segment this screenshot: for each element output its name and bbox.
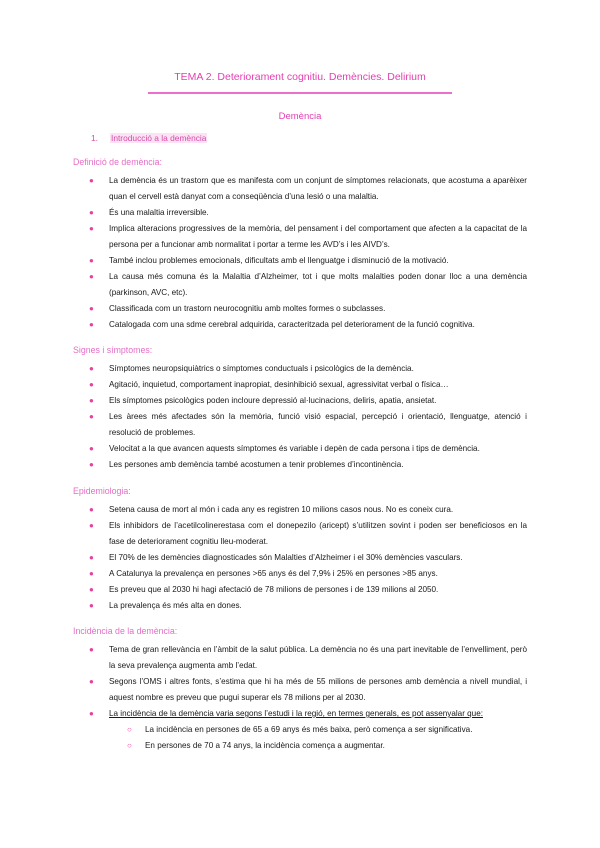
list-item: ● Setena causa de mort al món i cada any es registren 10 milions casos nous. No es coneix cura. <box>0 502 527 518</box>
list-item: ● El 70% de les demències diagnosticades són Malalties d’Alzheimer i el 30% demències vasculars. <box>0 550 527 566</box>
section-heading: Epidemiologia: <box>73 486 131 496</box>
list-item: ● Els inhibidors de l’acetilcolinerestasa com el donepezilo (aricept) s’utilitzen sovint i poden ser beneficiosos en la fase de deteriorament cognitiu lleu-moderat. <box>0 518 527 550</box>
intro-text: Introducció a la demència <box>111 133 207 143</box>
bullet-list <box>0 642 600 722</box>
bullet-list <box>0 361 600 473</box>
bullet-icon: ● <box>89 272 94 281</box>
bullet-icon: ● <box>89 208 94 217</box>
sub-list-item: ○ La incidència en persones de 65 a 69 anys és més baixa, però comença a ser significativa. <box>0 722 527 738</box>
list-item: ● La prevalença és més alta en dones. <box>0 598 527 614</box>
section-heading: Signes i símptomes: <box>73 345 153 355</box>
circle-bullet-icon: ○ <box>127 725 132 734</box>
bullet-list <box>0 173 600 333</box>
list-item: ● Tema de gran rellevància en l’àmbit de la salut pública. La demència no és una part inevitable de l’envelliment, però la seva prevalença augmenta amb l’edat. <box>0 642 527 674</box>
bullet-list <box>0 502 600 614</box>
list-item: ● La incidència de la demència varia segons l’estudi i la regió, en termes generals, es pot assenyalar que: <box>0 706 527 722</box>
section-subtitle: Demència <box>278 111 322 122</box>
list-item: ● Velocitat a la que avancen aquests símptomes és variable i depèn de cada persona i tips de demència. <box>0 441 527 457</box>
bullet-icon: ● <box>89 224 94 233</box>
list-item: ● Símptomes neuropsiquiàtrics o símptomes conductuals i psicològics de la demència. <box>0 361 527 377</box>
bullet-icon: ● <box>89 256 94 265</box>
intro-heading <box>91 133 207 143</box>
bullet-icon: ● <box>89 569 94 578</box>
bullet-icon: ● <box>89 505 94 514</box>
list-item: ● A Catalunya la prevalença en persones >65 anys és del 7,9% i 25% en persones >85 anys. <box>0 566 527 582</box>
bullet-icon: ● <box>89 553 94 562</box>
bullet-icon: ● <box>89 380 94 389</box>
list-item: ● Les àrees més afectades són la memòria, funció visió espacial, percepció i orientació, llenguatge, atenció i resolució de problemes. <box>0 409 527 441</box>
page-title: TEMA 2. Deteriorament cognitiu. Demències. Delirium <box>174 71 426 83</box>
bullet-icon: ● <box>89 412 94 421</box>
bullet-icon: ● <box>89 677 94 686</box>
list-item: ● Classificada com un trastorn neurocognitiu amb moltes formes o subclasses. <box>0 301 527 317</box>
bullet-icon: ● <box>89 444 94 453</box>
bullet-icon: ● <box>89 521 94 530</box>
list-item: ● Segons l’OMS i altres fonts, s’estima que hi ha més de 55 milions de persones amb demència a nivell mundial, i aquest nombre es preveu que pugui superar els 78 milions per al 2030. <box>0 674 527 706</box>
sub-bullet-list <box>0 722 600 754</box>
list-item: ● Es preveu que al 2030 hi hagi afectació de 78 milions de persones i de 139 milions al 2050. <box>0 582 527 598</box>
bullet-icon: ● <box>89 320 94 329</box>
list-item: ● Catalogada com una sdme cerebral adquirida, caracteritzada pel deteriorament de la funció cognitiva. <box>0 317 527 333</box>
list-item: ● Implica alteracions progressives de la memòria, del pensament i del comportament que afecten a la capacitat de la persona per a funcionar amb normalitat i portar a terme les AVD’s i les AIVD’s. <box>0 221 527 253</box>
bullet-icon: ● <box>89 304 94 313</box>
intro-number: 1. <box>91 133 98 143</box>
list-item: ● Els símptomes psicològics poden incloure depressió al·lucinacions, deliris, apatia, ansietat. <box>0 393 527 409</box>
title-underline <box>148 92 452 94</box>
sub-list-item: ○ En persones de 70 a 74 anys, la incidència comença a augmentar. <box>0 738 527 754</box>
bullet-icon: ● <box>89 709 94 718</box>
list-item: ● També inclou problemes emocionals, dificultats amb el llenguatge i disminució de la motivació. <box>0 253 527 269</box>
bullet-icon: ● <box>89 396 94 405</box>
list-item: ● Les persones amb demència també acostumen a tenir problemes d’incontinència. <box>0 457 527 473</box>
list-item: ● La demència és un trastorn que es manifesta com un conjunt de símptomes relacionats, que acostuma a aparèixer quan el cervell està danyat com a conseqüència d’una lesió o una malaltia. <box>0 173 527 205</box>
bullet-icon: ● <box>89 460 94 469</box>
bullet-icon: ● <box>89 176 94 185</box>
bullet-icon: ● <box>89 601 94 610</box>
list-item: ● Agitació, inquietud, comportament inapropiat, desinhibició sexual, agressivitat verbal o física… <box>0 377 527 393</box>
bullet-icon: ● <box>89 645 94 654</box>
bullet-icon: ● <box>89 364 94 373</box>
bullet-icon: ● <box>89 585 94 594</box>
list-item: ● És una malaltia irreversible. <box>0 205 527 221</box>
section-heading: Definició de demència: <box>73 157 162 167</box>
circle-bullet-icon: ○ <box>127 741 132 750</box>
section-heading: Incidència de la demència: <box>73 626 178 636</box>
list-item: ● La causa més comuna és la Malaltia d’Alzheimer, tot i que molts malalties poden donar lloc a una demència (parkinson, AVC, etc). <box>0 269 527 301</box>
